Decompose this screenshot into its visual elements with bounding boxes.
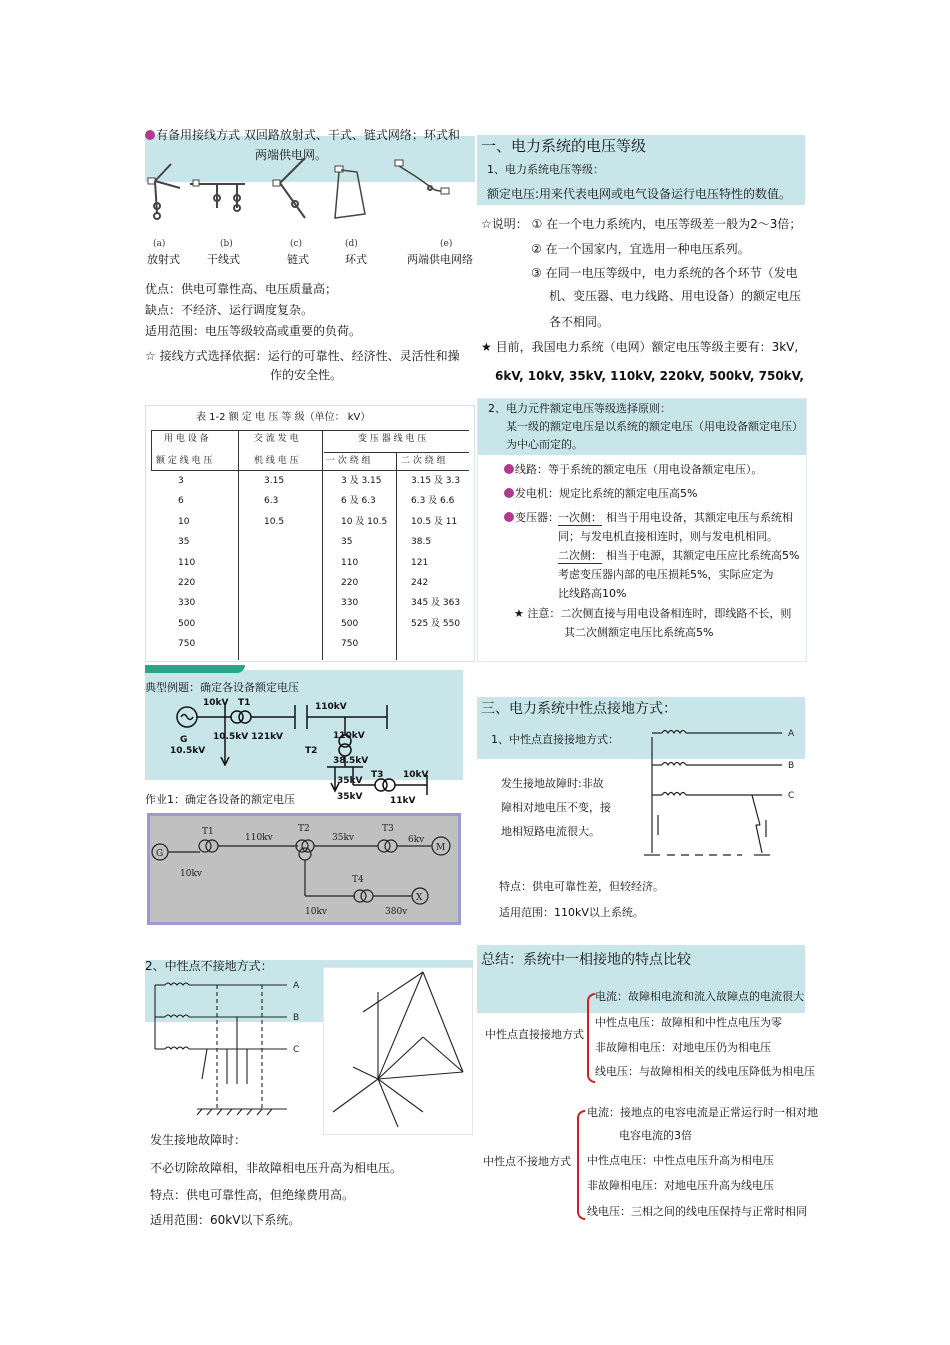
diagram-label: 35kV (337, 792, 363, 802)
accent-bar (145, 665, 245, 673)
table-cell: 330 (178, 598, 196, 609)
header-cell: 机 线 电 压 (254, 456, 299, 466)
note-3-cont: 机、变压器、电力线路、用电设备）的额定电压 (549, 289, 802, 303)
table-cell: 3.15 (264, 476, 285, 486)
sub-title: 1、电力系统电压等级： (487, 163, 604, 176)
fig-letter: (e) (440, 239, 453, 249)
note-text: ★ 注意：二次侧直接与用电设备相连时，即线路不长，则 (514, 607, 792, 620)
primary-label: 一次侧： (558, 511, 602, 524)
diagram-label: 380v (385, 907, 408, 917)
group-item: 电流：接地点的电容电流是正常运行时一相对地 (587, 1106, 818, 1119)
phase-label: A (788, 729, 795, 739)
diagram-label: T2 (305, 746, 318, 756)
note-3-cont2: 各不相同。 (549, 315, 610, 329)
diagram-label: T1 (202, 827, 214, 837)
diagram-label: T3 (371, 770, 384, 780)
group-item: 电流：故障相电流和流入故障点的电流很大 (595, 990, 804, 1003)
fault-text-cont2: 地相短路电流很大。 (501, 825, 600, 838)
table-cell: 750 (178, 639, 196, 650)
table-cell: 345 及 363 (411, 598, 461, 609)
phase-label: A (293, 981, 300, 991)
table-cell: 35 (341, 537, 353, 548)
bullet-icon (145, 130, 155, 140)
table-cell: 38.5 (411, 537, 432, 548)
feature-text: 特点：供电可靠性高，但绝缘费用高。 (150, 1188, 355, 1202)
panel-ungrounded (145, 955, 475, 1233)
phase-label: C (293, 1045, 300, 1055)
table-cell: 110 (341, 557, 359, 568)
diagram-label: G (156, 849, 164, 859)
caption-chain: 链式 (287, 253, 309, 266)
diagram-label: 38.5kV (333, 756, 369, 766)
example-title: 典型例题：确定各设备额定电压 (145, 681, 299, 694)
diagram-label: 35kV (337, 776, 363, 786)
section-title: 三、电力系统中性点接地方式： (481, 701, 677, 717)
group-item: 中性点电压：中性点电压升高为相电压 (587, 1154, 774, 1167)
header-cell: 用 电 设 备 (164, 434, 209, 444)
definition-text: 额定电压:用来代表电网或电气设备运行电压特性的数值。 (487, 187, 792, 201)
diagram-label: 10kV (203, 698, 229, 708)
cons-text: 缺点：不经济、运行调度复杂。 (145, 303, 314, 317)
caption-double-end: 两端供电网络 (407, 253, 473, 266)
table-cell: 6.3 及 6.6 (411, 496, 455, 507)
table-cell: 500 (341, 618, 359, 629)
fault-text: 不必切除故障相，非故障相电压升高为相电压。 (150, 1161, 403, 1175)
group-item: 非故障相电压：对地电压仍为相电压 (595, 1041, 771, 1054)
brace-icon (577, 1110, 585, 1220)
feature-text: 特点：供电可靠性差，但较经济。 (499, 880, 664, 893)
rule-transformer: 变压器： (504, 511, 559, 525)
basis-text: ☆ 接线方式选择依据：运行的可靠性、经济性、灵活性和操 (145, 349, 460, 363)
diagram-label: T3 (382, 824, 394, 834)
secondary-text-cont2: 比线路高10% (558, 587, 627, 600)
panel-summary (477, 945, 818, 1230)
rule-line: 线路：等于系统的额定电压（用电设备额定电压）。 (504, 463, 763, 477)
panel-voltage-levels (477, 135, 805, 393)
principle-text: 某一级的额定电压是以系统的额定电压（用电设备额定电压） (506, 420, 803, 433)
header-cell: 一 次 绕 组 (326, 456, 371, 466)
table-cell: 6 (178, 496, 184, 507)
table-cell: 10 (178, 516, 190, 527)
section-title: 2、中性点不接地方式： (145, 959, 273, 973)
star-note: ★ 目前，我国电力系统（电网）额定电压等级主要有：3kV, (481, 340, 799, 354)
phase-label: B (293, 1013, 300, 1023)
table-cell: 35 (178, 537, 190, 548)
principle-text-cont: 为中心而定的。 (506, 438, 583, 451)
primary-text-cont: 同；与发电机直接相连时，则与发电机相同。 (558, 530, 778, 543)
diagram-label: 35kv (332, 833, 354, 843)
note-1: ☆说明： ① 在一个电力系统内，电压等级差一般为2～3倍； (481, 217, 802, 231)
panel-voltage-table (145, 405, 475, 662)
table-cell: 10.5 (264, 516, 285, 527)
homework-diagram-frame (147, 813, 461, 925)
diagram-label: T2 (298, 824, 310, 834)
scope-text: 适用范围：电压等级较高或重要的负荷。 (145, 324, 362, 338)
caption-radial: 放射式 (147, 253, 180, 266)
note-2: ② 在一个国家内，宜选用一种电压系列。 (531, 242, 750, 256)
diagram-label: 110kv (245, 833, 273, 843)
note-3: ③ 在同一电压等级中，电力系统的各个环节（发电 (531, 266, 798, 280)
table-cell: 6.3 (264, 496, 279, 507)
diagram-label: 11kV (390, 796, 416, 806)
table-cell: 525 及 550 (411, 618, 461, 629)
group-label: 中性点直接接地方式 (485, 1028, 584, 1041)
table-cell: 6 及 6.3 (341, 496, 376, 507)
wiring-figures (145, 158, 475, 253)
section-title: 一、电力系统的电压等级 (481, 137, 647, 155)
table-cell: 3 及 3.15 (341, 476, 382, 486)
table-cell: 220 (178, 578, 196, 588)
diagram-label: M (436, 843, 446, 853)
table-cell: 330 (341, 598, 359, 609)
fig-letter: (d) (345, 239, 358, 249)
fig-letter: (c) (290, 239, 303, 249)
brace-icon (587, 993, 595, 1083)
diagram-label: G (180, 735, 188, 745)
sub-title: 2、电力元件额定电压等级选择原则： (488, 402, 671, 415)
secondary-text-cont: 考虑变压器内部的电压损耗5%，实际应定为 (558, 568, 774, 581)
scope-text: 适用范围：110kV以上系统。 (499, 906, 644, 919)
panel-wiring-modes (145, 128, 475, 390)
diagram-label: 10.5kV 121kV (213, 732, 284, 742)
phase-label: C (788, 791, 795, 801)
table-cell: 110 (178, 557, 196, 568)
header-cell: 额 定 线 电 压 (156, 456, 213, 466)
basis-text-cont: 作的安全性。 (270, 368, 343, 382)
panel-selection-rules (477, 398, 807, 662)
diagram-label: X (416, 893, 423, 903)
diagram-label: 10kv (180, 869, 202, 879)
table-cell: 750 (341, 639, 359, 650)
fig-letter: (a) (153, 239, 166, 249)
note-text-cont: 其二次侧额定电压比系统高5% (564, 626, 714, 639)
bullet-icon (504, 464, 514, 474)
diagram-label: 6kv (408, 835, 425, 845)
header-cell: 二 次 绕 组 (401, 456, 446, 466)
bullet-text: 有备用接线方式 双回路放射式、干式、链式网络；环式和 (145, 128, 460, 143)
table-cell: 10 及 10.5 (341, 516, 388, 527)
pros-text: 优点：供电可靠性高、电压质量高； (145, 282, 338, 296)
table-cell: 3 (178, 476, 184, 486)
rule-generator: 发电机：规定比系统的额定电压高5% (504, 487, 697, 501)
header-cell: 交 流 发 电 (254, 434, 299, 444)
fault-text-cont: 障相对地电压不变，接 (501, 801, 611, 814)
secondary-label: 二次侧： (558, 549, 602, 562)
diagram-label: 10kV (403, 770, 429, 780)
phase-label: B (788, 761, 795, 771)
diagram-label: 10kv (305, 907, 327, 917)
voltage-list: 6kV, 10kV, 35kV, 110kV, 220kV, 500kV, 750kV, (495, 369, 804, 383)
table-cell: 220 (341, 578, 359, 588)
caption-ring: 环式 (345, 253, 367, 266)
diagram-label: 110kV (315, 702, 347, 712)
panel-solid-grounding (477, 697, 805, 935)
group-item-cont: 电容电流的3倍 (619, 1129, 692, 1142)
homework-diagram (150, 816, 458, 922)
sub-title: 1、中性点直接接地方式： (491, 733, 619, 746)
grounding-diagram (642, 725, 802, 875)
secondary-text: 相当于电源，其额定电压应比系统高5% (606, 549, 800, 562)
diagram-label: T1 (238, 698, 251, 708)
table-title: 表 1-2 额 定 电 压 等 级（单位： kV） (196, 412, 371, 423)
diagram-label: T4 (352, 875, 364, 885)
homework-title: 作业1：确定各设备的额定电压 (145, 793, 295, 806)
scope-text: 适用范围：60kV以下系统。 (150, 1213, 301, 1227)
diagram-label: 110kV (333, 731, 365, 741)
table-cell: 500 (178, 618, 196, 629)
bullet-text-cont: 两端供电网。 (255, 148, 328, 162)
ungrounded-circuit (147, 969, 322, 1119)
group-label: 中性点不接地方式 (483, 1155, 571, 1168)
table-cell: 242 (411, 578, 429, 588)
group-item: 线电压：三相之间的线电压保持与正常时相同 (587, 1205, 807, 1218)
group-item: 线电压：与故障相相关的线电压降低为相电压 (595, 1065, 815, 1078)
section-title: 总结：系统中一相接地的特点比较 (481, 952, 691, 968)
bullet-icon (504, 512, 514, 522)
fault-text: 发生接地故障时:非故 (501, 777, 604, 790)
table-cell: 3.15 及 3.3 (411, 476, 461, 486)
primary-text: 相当于用电设备，其额定电压与系统相 (606, 511, 793, 524)
group-item: 非故障相电压：对地电压升高为线电压 (587, 1179, 774, 1192)
table-cell: 10.5 及 11 (411, 516, 458, 527)
table-cell: 121 (411, 557, 429, 568)
header-cell: 变 压 器 线 电 压 (358, 434, 427, 444)
bullet-icon (504, 488, 514, 498)
panel-example (145, 665, 463, 935)
group-item: 中性点电压：故障相和中性点电压为零 (595, 1016, 782, 1029)
fig-letter: (b) (220, 239, 233, 249)
phasor-diagram (323, 967, 473, 1135)
diagram-label: 10.5kV (170, 746, 206, 756)
caption-trunk: 干线式 (207, 253, 240, 266)
fault-title: 发生接地故障时： (150, 1133, 247, 1147)
